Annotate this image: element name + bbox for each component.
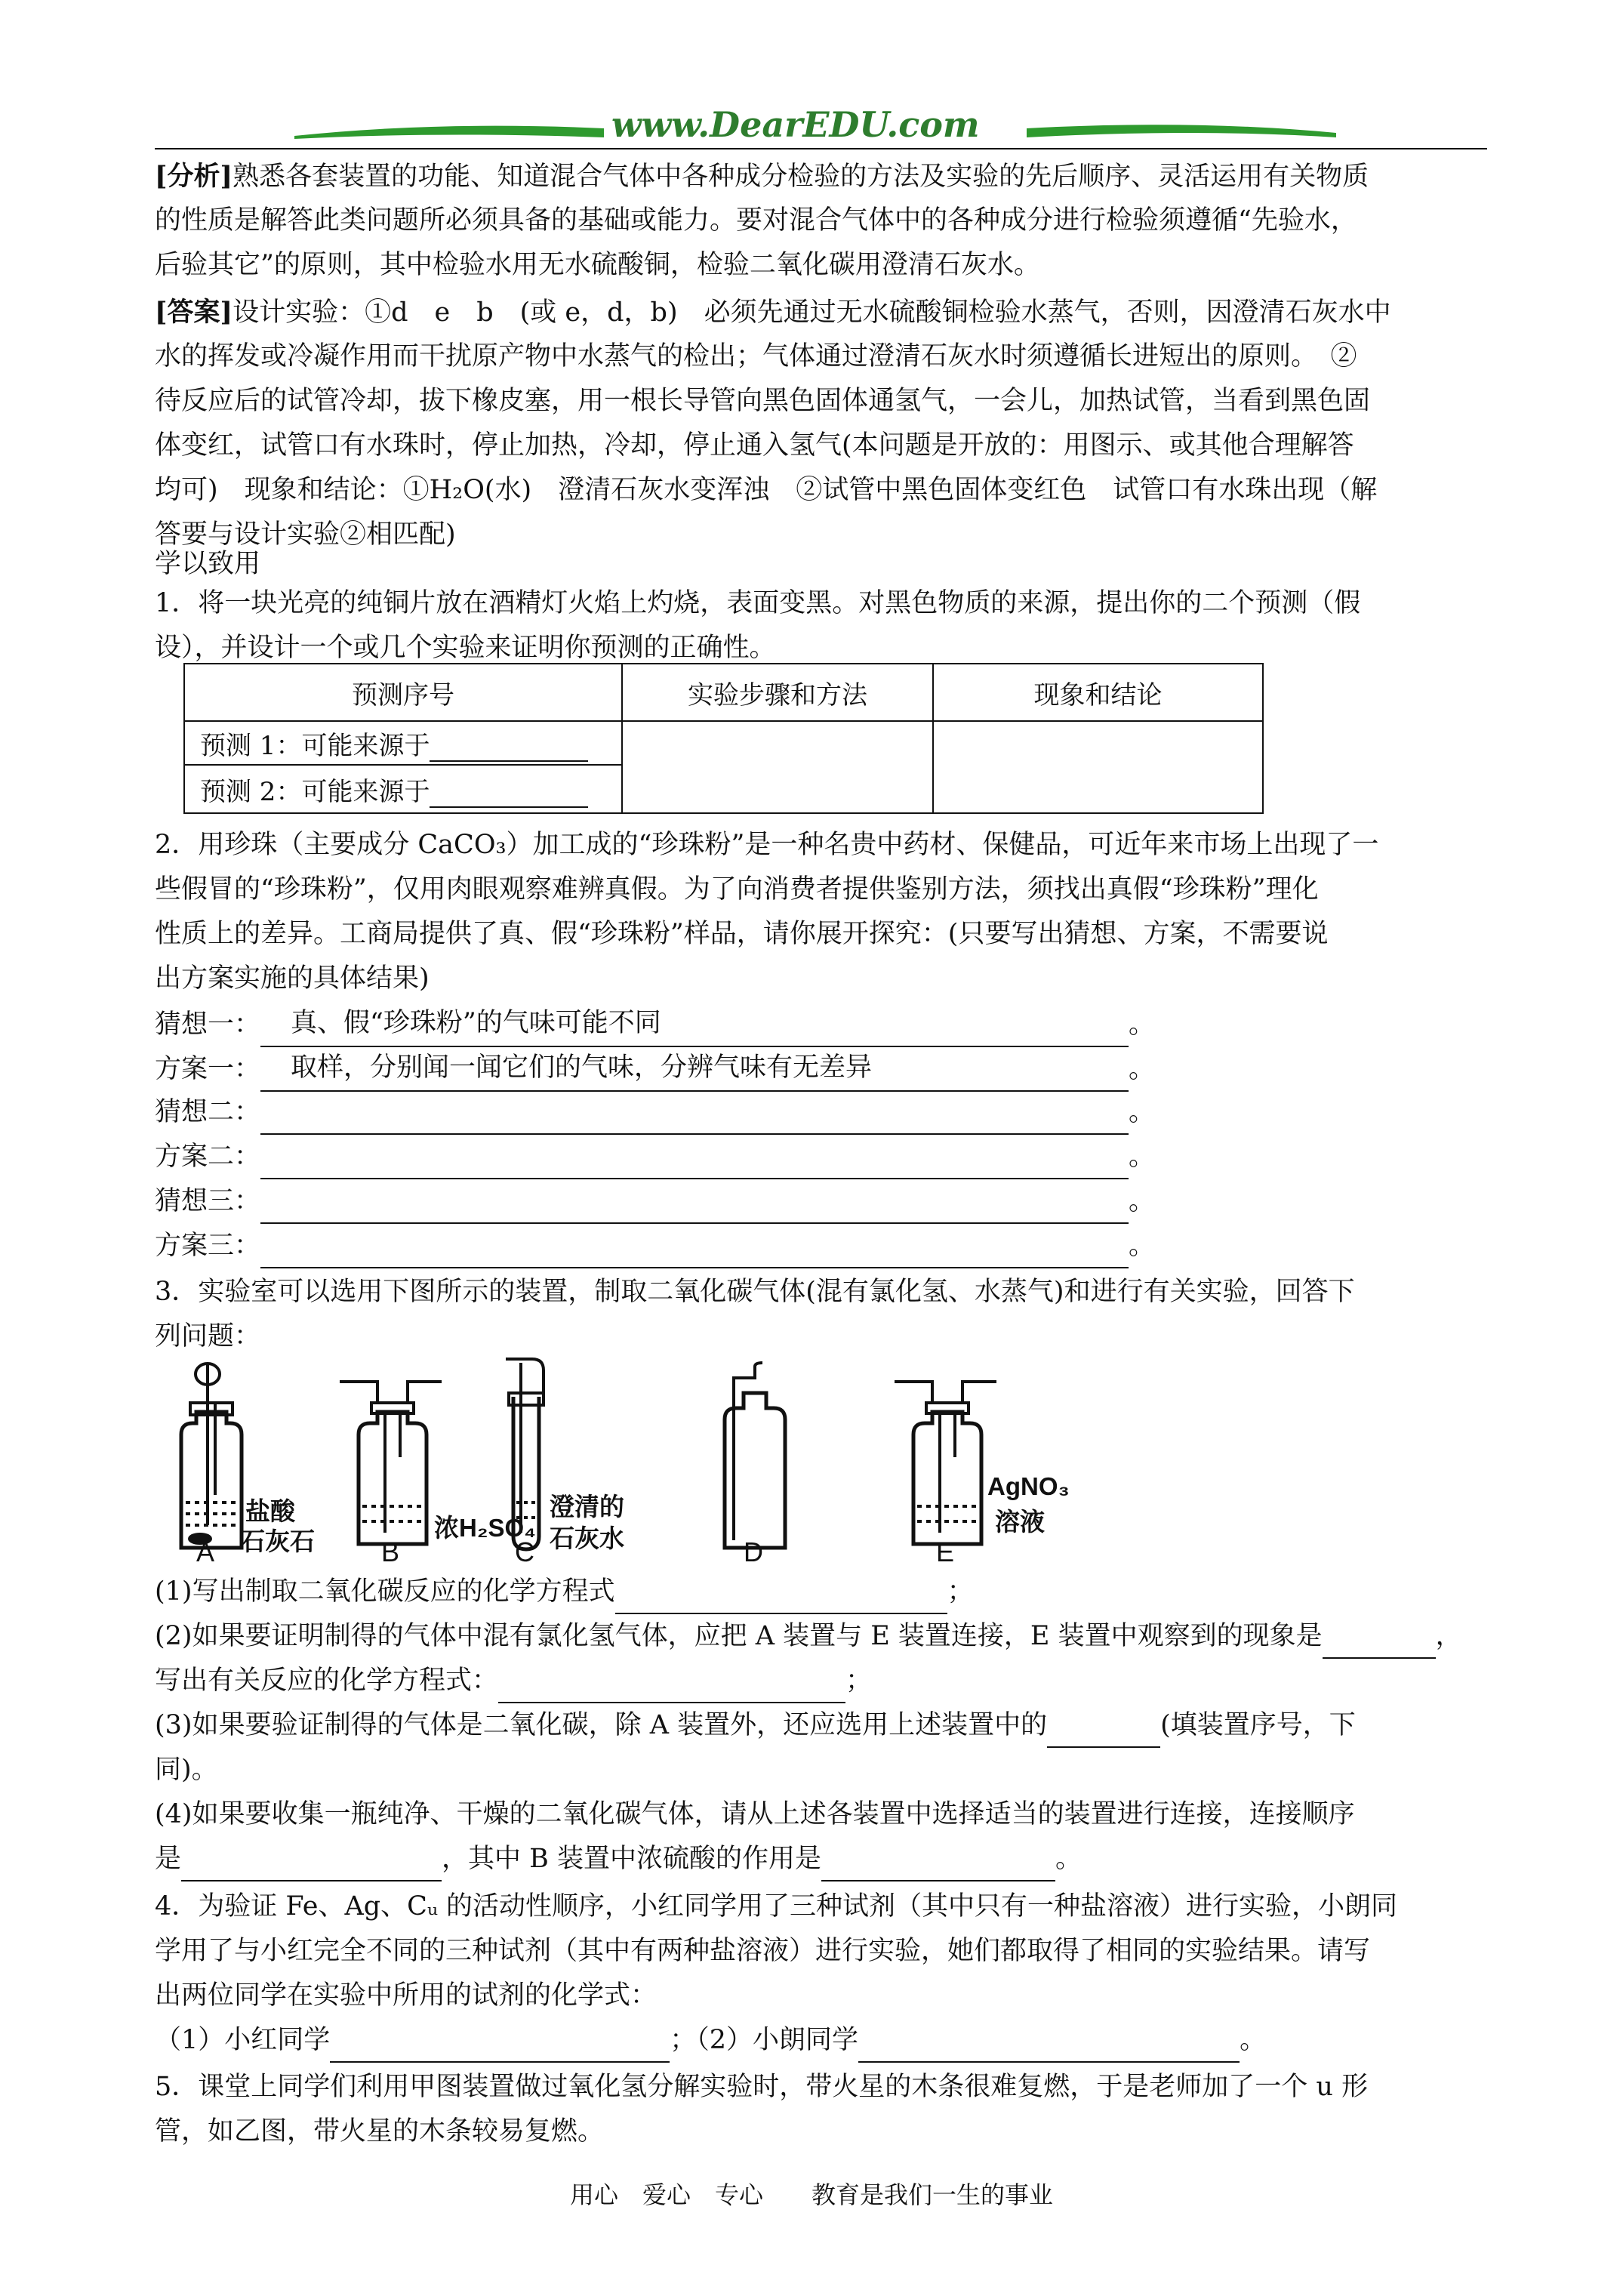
label-clear-limewater-2: 石灰水 xyxy=(550,1524,624,1552)
apparatus-a-icon xyxy=(181,1363,242,1548)
label-hydrochloric-acid: 盐酸 xyxy=(245,1497,295,1525)
answer-blank[interactable] xyxy=(430,779,588,808)
q2-item: 猜想三： 。 xyxy=(155,1179,1155,1224)
q3-line-1: 3．实验室可以选用下图所示的装置，制取二氧化碳气体(混有氯化氢、水蒸气)和进行有关实验，回答下 xyxy=(155,1277,1355,1307)
answer-blank[interactable] xyxy=(330,2029,670,2063)
answer-blank[interactable] xyxy=(821,1848,1055,1881)
q5-line-1: 5．课堂上同学们利用甲图装置做过氧化氢分解实验时，带火星的木条很难复燃，于是老师加了一个 u 形 xyxy=(155,2072,1369,2102)
page-footer: 用心 爱心 专心 教育是我们一生的事业 xyxy=(569,2180,1053,2209)
q2-line-3: 性质上的差异。工商局提供了真、假“珍珠粉”样品，请你展开探究：(只要写出猜想、方案，不需要说 xyxy=(155,919,1329,949)
q3-sub3b: 同)。 xyxy=(155,1755,218,1785)
q1-line-2: 设），并设计一个或几个实验来证明你预测的正确性。 xyxy=(155,633,776,663)
q3-sub3a: (3)如果要验证制得的气体是二氧化碳，除 A 装置外，还应选用上述装置中的 (填装置序号，下 xyxy=(155,1703,1356,1748)
apparatus-b-icon xyxy=(340,1382,442,1544)
label-a: A xyxy=(196,1536,215,1567)
table-header: 实验步骤和方法 xyxy=(622,664,933,721)
answer-line-2: 水的挥发或冷凝作用而干扰原产物中水蒸气的检出；气体通过澄清石灰水时须遵循长进短出的原则。 ② xyxy=(155,341,1357,371)
label-limestone: 石灰石 xyxy=(240,1527,315,1555)
answer-line-1: [答案]设计实验：①d e b (或 e，d，b) 必须先通过无水硫酸铜检验水蒸气，否则，因澄清石灰水中 xyxy=(155,297,1391,328)
answer-line-6: 答要与设计实验②相匹配) xyxy=(155,519,456,550)
answer-blank[interactable]: 真、假“珍珠粉”的气味可能不同 xyxy=(260,1001,1129,1047)
q4-line-1: 4．为验证 Fe、Ag、Cᵤ 的活动性顺序，小红同学用了三种试剂（其中只有一种盐溶液）进行实验，小朗同 xyxy=(155,1891,1398,1922)
q4-line-3: 出两位同学在实验中所用的试剂的化学式： xyxy=(155,1980,658,2011)
answer-blank[interactable] xyxy=(1323,1626,1436,1659)
answer-blank[interactable] xyxy=(1047,1715,1160,1748)
table-row: 预测 1：可能来源于 xyxy=(184,721,622,765)
answer-line-3: 待反应后的试管冷却，拔下橡皮塞，用一根长导管向黑色固体通氢气，一会儿，加热试管，当看到黑色固 xyxy=(155,386,1371,416)
answer-blank[interactable] xyxy=(858,2029,1240,2063)
q2-item: 方案一： 取样，分别闻一闻它们的气味，分辨气味有无差异 。 xyxy=(155,1046,1155,1092)
label-conc-sulfuric-acid: 浓H₂SO₄ xyxy=(434,1514,536,1542)
apparatus-d-icon xyxy=(725,1363,785,1548)
label-d: D xyxy=(744,1536,763,1567)
table-cell xyxy=(933,721,1263,813)
q3-sub2b: 写出有关反应的化学方程式： ； xyxy=(155,1659,872,1703)
q4-line-2: 学用了与小红完全不同的三种试剂（其中有两种盐溶液）进行实验，她们都取得了相同的实验结果。请写 xyxy=(155,1936,1371,1966)
q2-item: 方案三： 。 xyxy=(155,1224,1155,1268)
apparatus-figure xyxy=(151,1351,1095,1567)
label-silver-nitrate: AgNO₃ xyxy=(987,1472,1070,1500)
q1-line-1: 1．将一块光亮的纯铜片放在酒精灯火焰上灼烧，表面变黑。对黑色物质的来源，提出你的二个预测（假 xyxy=(155,588,1361,618)
section-title: 学以致用 xyxy=(155,549,261,579)
label-e: E xyxy=(936,1536,955,1567)
answer-blank[interactable] xyxy=(260,1191,1129,1224)
answer-blank[interactable] xyxy=(498,1670,845,1703)
answer-blank[interactable] xyxy=(615,1581,947,1614)
table-header: 预测序号 xyxy=(184,664,622,721)
answer-blank[interactable] xyxy=(260,1146,1129,1179)
answer-blank[interactable] xyxy=(260,1102,1129,1135)
table-header: 现象和结论 xyxy=(933,664,1263,721)
q3-sub4a: (4)如果要收集一瓶纯净、干燥的二氧化碳气体，请从上述各装置中选择适当的装置进行连接，连接顺序 xyxy=(155,1799,1355,1829)
label-clear-limewater-1: 澄清的 xyxy=(550,1493,624,1521)
answer-blank[interactable] xyxy=(181,1848,442,1881)
q4-parts: （1）小红同学 ；（2）小朗同学 。 xyxy=(155,2018,1266,2063)
label-solution: 溶液 xyxy=(995,1508,1045,1536)
answer-blank[interactable]: 取样，分别闻一闻它们的气味，分辨气味有无差异 xyxy=(260,1046,1129,1092)
answer-line-5: 均可) 现象和结论：①H₂O(水) 澄清石灰水变浑浊 ②试管中黑色固体变红色 试管口有水珠出现（解 xyxy=(155,475,1378,505)
q3-line-2: 列问题： xyxy=(155,1321,261,1351)
q5-line-2: 管，如乙图，带火星的木条较易复燃。 xyxy=(155,2116,605,2147)
header-rule xyxy=(155,148,1487,149)
answer-line-4: 体变红，试管口有水珠时，停止加热，冷却，停止通入氢气(本问题是开放的：用图示、或其他合理解答 xyxy=(155,430,1354,461)
analysis-line-2: 的性质是解答此类问题所必须具备的基础或能力。要对混合气体中的各种成分进行检验须遵循“先验水， xyxy=(155,205,1357,236)
q3-sub4b: 是 ，其中 B 装置中浓硫酸的作用是 。 xyxy=(155,1837,1082,1881)
q3-sub2a: (2)如果要证明制得的气体中混有氯化氢气体，应把 A 装置与 E 装置连接，E 装置中观察到的现象是 ， xyxy=(155,1614,1462,1659)
label-c: C xyxy=(515,1536,534,1567)
apparatus-e-icon xyxy=(895,1382,996,1544)
q2-line-2: 些假冒的“珍珠粉”，仅用肉眼观察难辨真假。为了向消费者提供鉴别方法，须找出真假“珍珠粉”理化 xyxy=(155,874,1319,905)
q2-item: 猜想二： 。 xyxy=(155,1090,1155,1135)
table-cell xyxy=(622,721,933,813)
analysis-tag: [分析] xyxy=(155,161,233,192)
analysis-line-3: 后验其它”的原则，其中检验水用无水硫酸铜，检验二氧化碳用澄清石灰水。 xyxy=(155,250,1040,280)
analysis-line-1: [分析]熟悉各套装置的功能、知道混合气体中各种成分检验的方法及实验的先后顺序、灵活运用有关物质 xyxy=(155,161,1369,192)
answer-tag: [答案] xyxy=(155,297,233,328)
site-logo-text: www.DearEDU.com xyxy=(611,104,980,145)
answer-blank[interactable] xyxy=(430,733,588,762)
q2-line-4: 出方案实施的具体结果) xyxy=(155,963,430,994)
label-b: B xyxy=(381,1536,400,1567)
table-row: 预测 2：可能来源于 xyxy=(184,765,622,813)
prediction-table xyxy=(183,663,1264,814)
q2-item: 猜想一： 真、假“珍珠粉”的气味可能不同 。 xyxy=(155,1001,1155,1047)
q2-line-1: 2．用珍珠（主要成分 CaCO₃）加工成的“珍珠粉”是一种名贵中药材、保健品，可近年来市场上出现了一 xyxy=(155,830,1379,860)
q3-sub1: (1)写出制取二氧化碳反应的化学方程式 ； xyxy=(155,1570,974,1614)
answer-blank[interactable] xyxy=(260,1235,1129,1268)
q2-item: 方案二： 。 xyxy=(155,1135,1155,1179)
